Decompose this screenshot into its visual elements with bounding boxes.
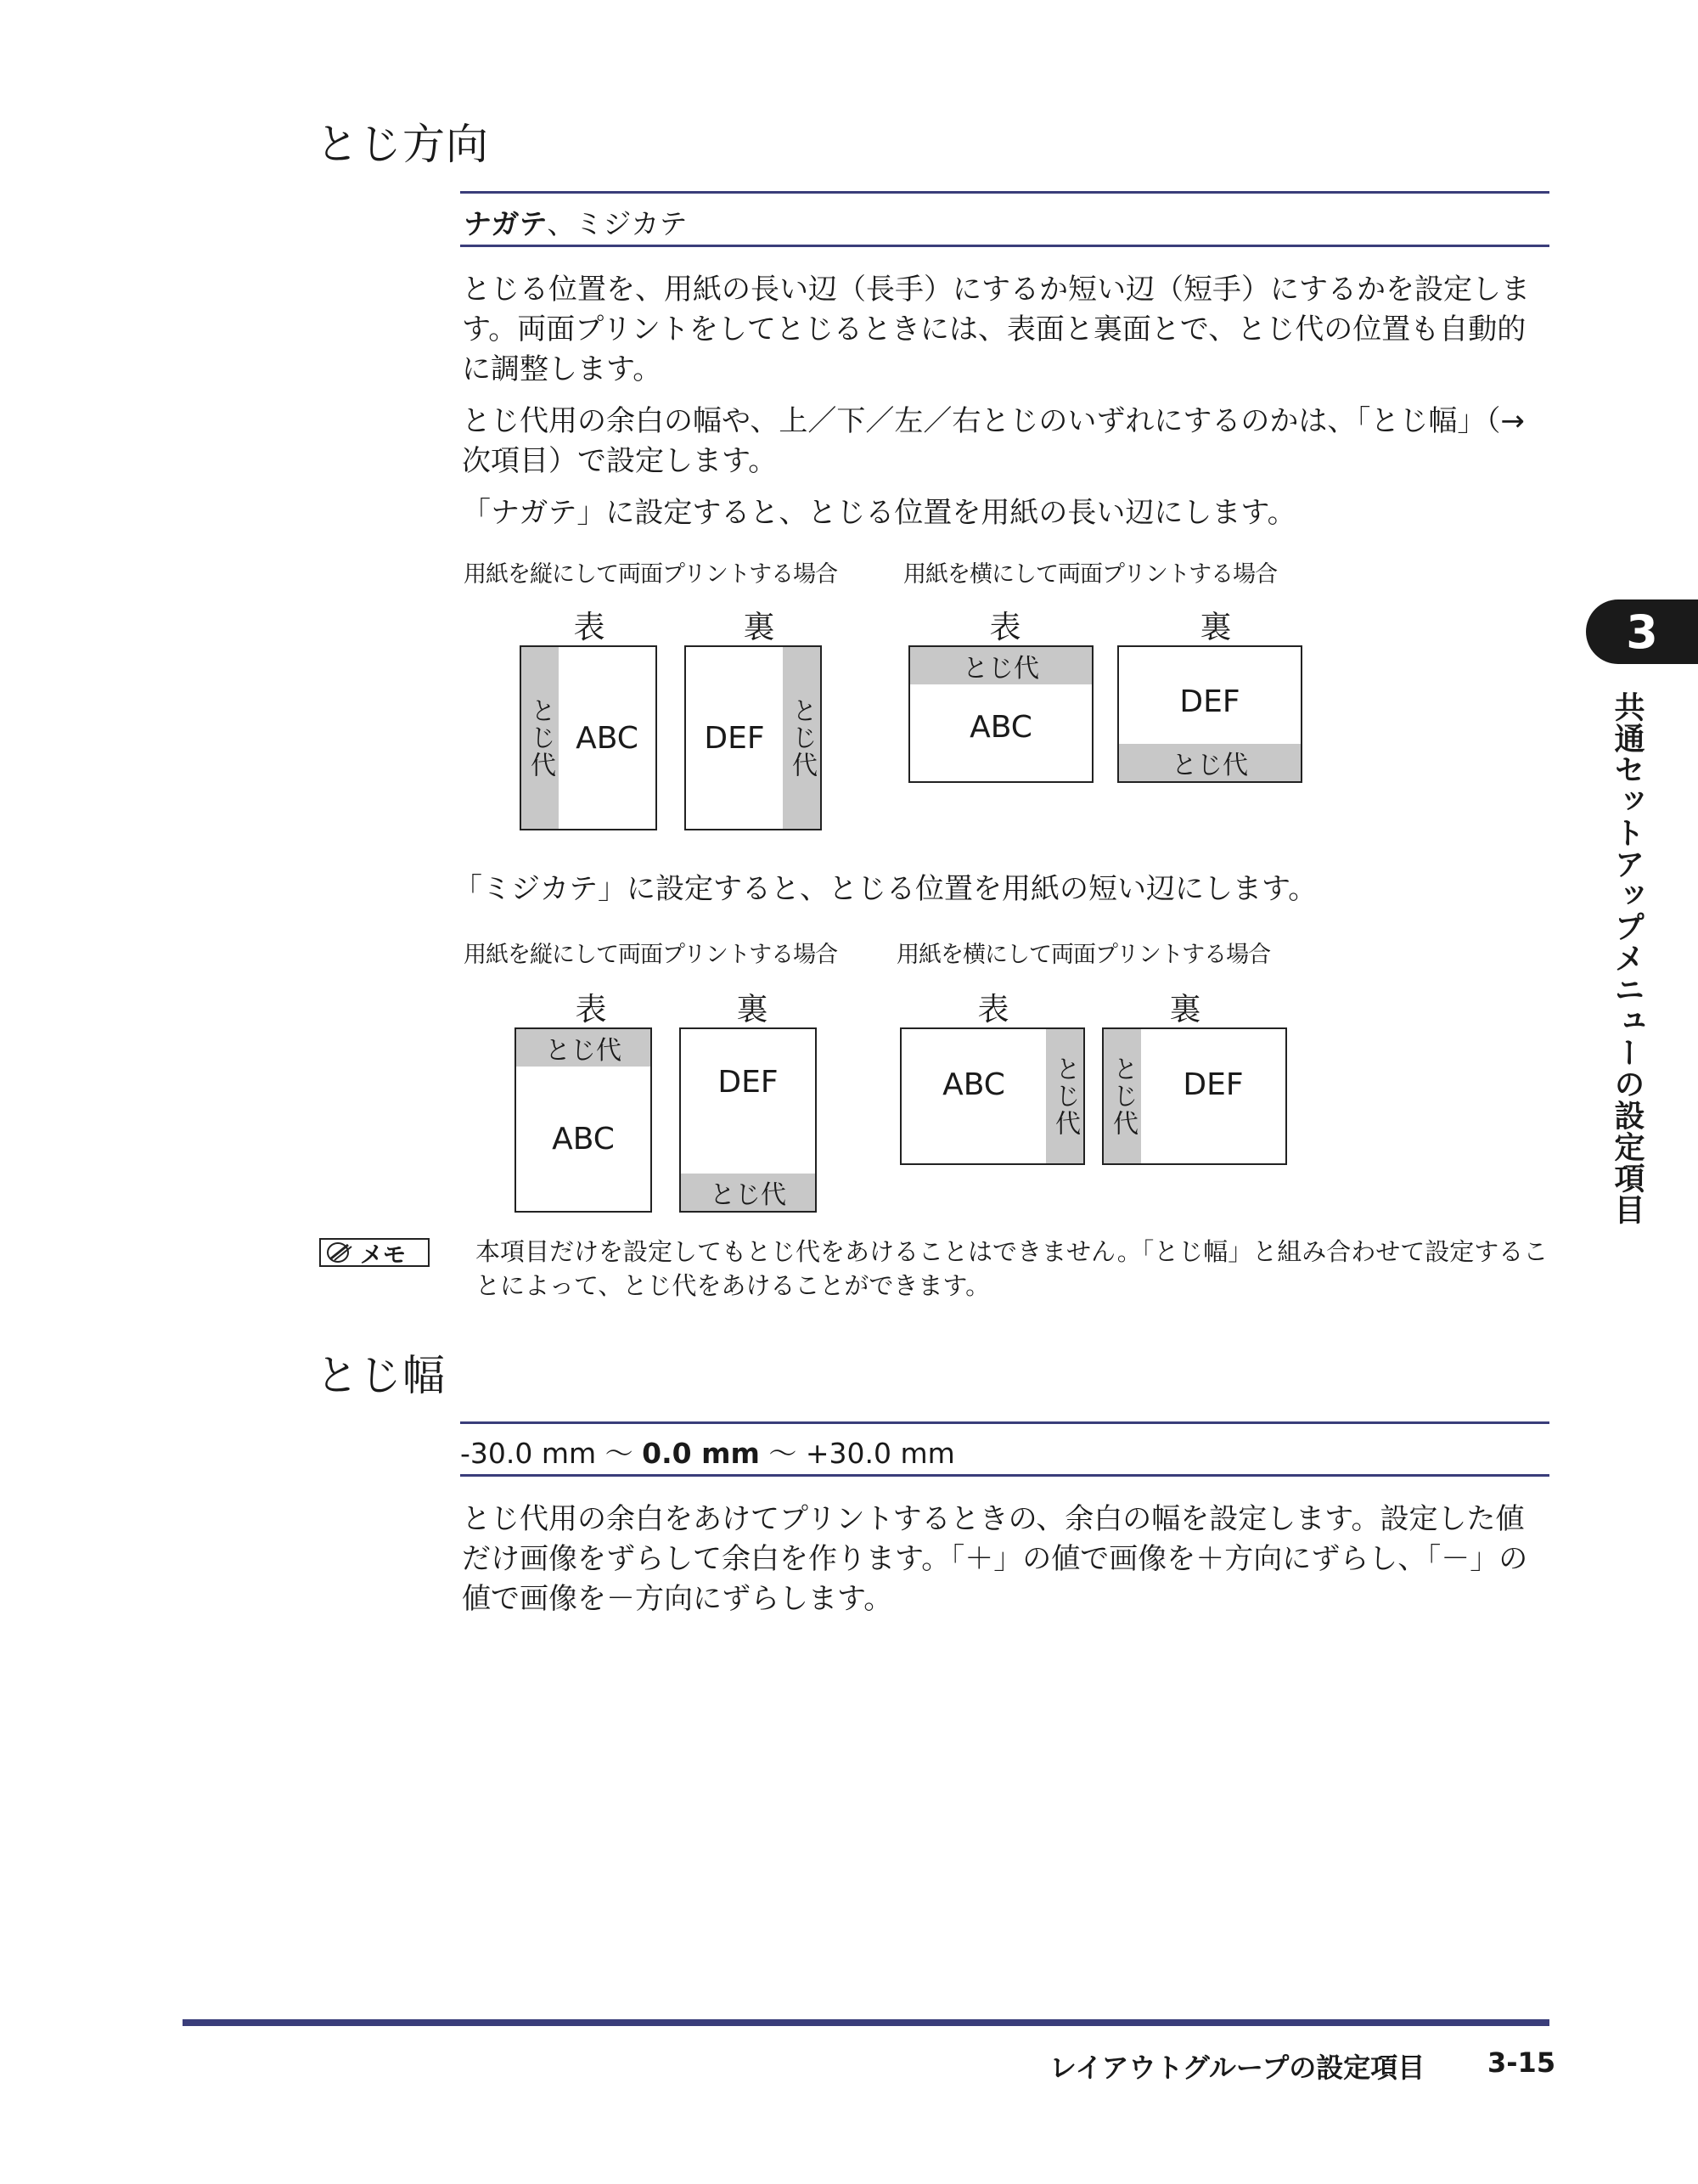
binding-margin: とじ代 bbox=[516, 1029, 650, 1067]
label-front: 表 bbox=[989, 609, 1021, 645]
binding-margin: とじ代 bbox=[681, 1174, 815, 1211]
section-heading-binding-direction: とじ方向 bbox=[316, 120, 489, 169]
sheet-portrait-back bbox=[684, 645, 822, 830]
chapter-title: 共通セットアップメニューの設定項目 bbox=[1610, 691, 1645, 1225]
memo-badge bbox=[319, 1238, 430, 1267]
sheet-text: DEF bbox=[1179, 684, 1240, 719]
caption-portrait-long: 用紙を縦にして両面プリントする場合 bbox=[464, 561, 838, 588]
sheet-landscape-front bbox=[900, 1027, 1085, 1165]
binding-margin: とじ代 bbox=[521, 647, 559, 829]
setting-top-rule bbox=[460, 191, 1549, 194]
description-binding-width: とじ代用の余白をあけてプリントするときの、余白の幅を設定します。設定した値だけ画像をずらして余白を作ります。「＋」の値で画像を＋方向にずらし、「－」の値で画像を－方向にずらします。 bbox=[462, 1502, 1528, 1616]
memo-label: メモ bbox=[360, 1241, 406, 1269]
label-front: 表 bbox=[573, 609, 605, 645]
binding-margin: とじ代 bbox=[1046, 1029, 1083, 1163]
label-back: 裏 bbox=[1200, 609, 1232, 645]
section-heading-binding-width: とじ幅 bbox=[316, 1351, 446, 1400]
binding-margin: とじ代 bbox=[1119, 744, 1301, 781]
paragraph-3: 「ナガテ」に設定すると、とじる位置を用紙の長い辺にします。 bbox=[462, 496, 1296, 530]
label-back: 裏 bbox=[1169, 991, 1201, 1027]
range-max: ～ +30.0 mm bbox=[759, 1437, 955, 1470]
label-front: 表 bbox=[575, 991, 607, 1027]
binding-margin: とじ代 bbox=[783, 647, 820, 829]
other-values: 、ミジカテ bbox=[547, 207, 688, 240]
default-value: 0.0 mm bbox=[642, 1437, 760, 1470]
sheet-text: ABC bbox=[970, 709, 1032, 745]
binding-margin: とじ代 bbox=[910, 647, 1092, 684]
sheet-text: ABC bbox=[576, 720, 638, 756]
paragraph-1: とじる位置を、用紙の長い辺（長手）にするか短い辺（短手）にするかを設定します。両面プリントをしてとじるときには、表面と裏面とで、とじ代の位置も自動的に調整します。 bbox=[462, 273, 1530, 386]
footer-section-title: レイアウトグループの設定項目 bbox=[1049, 2052, 1425, 2084]
setting-values-binding-width bbox=[460, 1432, 955, 1472]
setting-bottom-rule bbox=[460, 1474, 1549, 1477]
caption-portrait-short: 用紙を縦にして両面プリントする場合 bbox=[464, 942, 838, 968]
setting-bottom-rule bbox=[460, 245, 1549, 247]
sheet-landscape-front bbox=[908, 645, 1094, 783]
description-binding-direction bbox=[462, 270, 1550, 545]
sheet-text: DEF bbox=[704, 720, 765, 756]
sheet-text: DEF bbox=[717, 1064, 779, 1100]
sheet-landscape-back bbox=[1102, 1027, 1287, 1165]
sheet-text: ABC bbox=[942, 1067, 1005, 1102]
sheet-portrait-front bbox=[514, 1027, 652, 1213]
default-value: ナガテ bbox=[464, 207, 548, 240]
caption-landscape-long: 用紙を横にして両面プリントする場合 bbox=[903, 561, 1278, 588]
sheet-portrait-front bbox=[520, 645, 657, 830]
short-edge-sentence: 「ミジカテ」に設定すると、とじる位置を用紙の短い辺にします。 bbox=[453, 872, 1318, 906]
page-number: 3-15 bbox=[1487, 2046, 1556, 2079]
caption-landscape-short: 用紙を横にして両面プリントする場合 bbox=[897, 942, 1271, 968]
setting-values-binding-direction bbox=[464, 202, 687, 242]
chapter-number-tab: 3 bbox=[1586, 599, 1698, 664]
sheet-landscape-back bbox=[1117, 645, 1302, 783]
memo-text: 本項目だけを設定してもとじ代をあけることはできません。「とじ幅」と組み合わせて設定することによって、とじ代をあけることができます。 bbox=[475, 1237, 1549, 1300]
label-back: 裏 bbox=[743, 609, 775, 645]
footer-rule bbox=[183, 2019, 1549, 2026]
binding-margin: とじ代 bbox=[1104, 1029, 1141, 1163]
label-back: 裏 bbox=[736, 991, 768, 1027]
sheet-text: ABC bbox=[552, 1121, 615, 1157]
pencil-icon bbox=[326, 1241, 355, 1264]
range-min: -30.0 mm ～ bbox=[460, 1437, 643, 1470]
label-front: 表 bbox=[977, 991, 1009, 1027]
setting-top-rule bbox=[460, 1421, 1549, 1424]
paragraph-2: とじ代用の余白の幅や、上／下／左／右とじのいずれにするのかは、「とじ幅」（→次項目）で設定します。 bbox=[462, 404, 1525, 478]
sheet-text: DEF bbox=[1183, 1067, 1244, 1102]
sheet-portrait-back bbox=[679, 1027, 817, 1213]
